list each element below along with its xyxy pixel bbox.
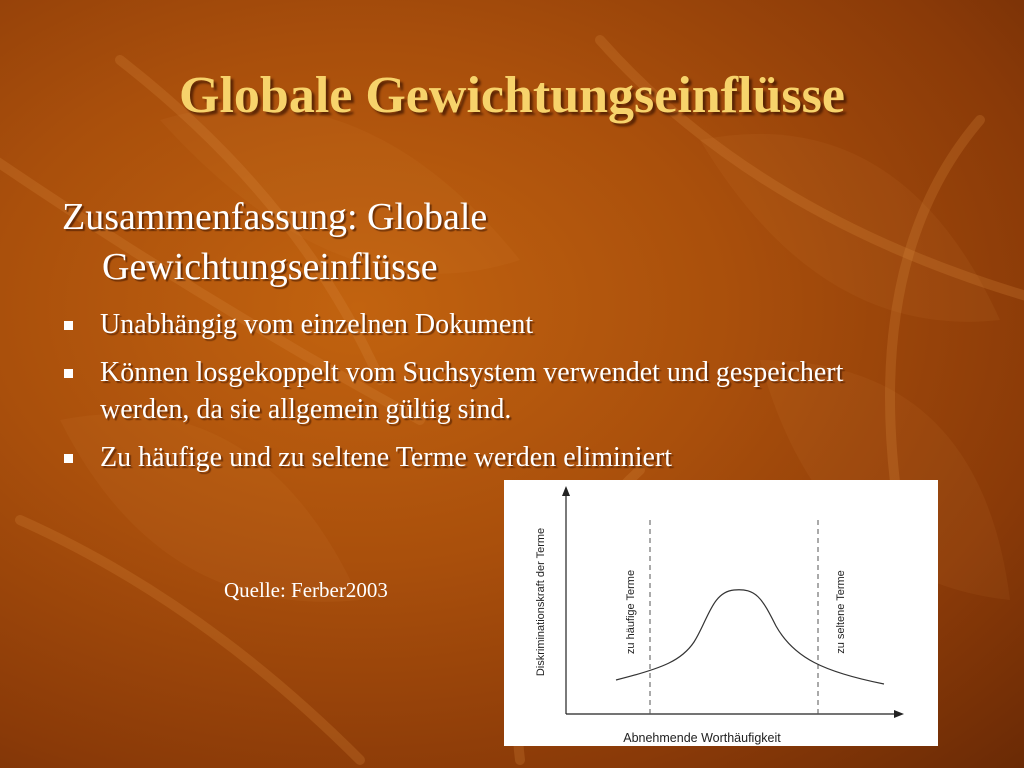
bullet-item: [62, 354, 862, 428]
right-cutoff-label: zu seltene Terme: [835, 570, 847, 654]
x-axis-arrow-icon: [894, 710, 904, 718]
bullet-square-icon: [64, 369, 73, 378]
discrimination-diagram: [504, 480, 938, 746]
bullet-list: [62, 306, 862, 487]
slide-title: Globale Gewichtungseinflüsse: [179, 67, 845, 124]
bullet-text: Zu häufige und zu seltene Terme werden eliminiert: [100, 442, 673, 473]
discrimination-figure: [504, 480, 938, 746]
bullet-text: Unabhängig vom einzelnen Dokument: [100, 309, 534, 340]
bullet-item: [62, 439, 862, 476]
x-axis-label: Abnehmende Worthäufigkeit: [623, 731, 781, 745]
left-cutoff-label: zu häufige Terme: [625, 569, 637, 655]
y-axis-label: Diskriminationskraft der Terme: [535, 527, 547, 677]
bullet-text: Können losgekoppelt vom Suchsystem verwendet und gespeichert werden, da sie allgemein gültig sind.: [100, 357, 844, 425]
y-axis-arrow-icon: [562, 486, 570, 496]
bullet-square-icon: [64, 321, 73, 330]
bullet-square-icon: [64, 454, 73, 463]
source-caption: Quelle: Ferber2003: [224, 578, 388, 602]
bullet-item: [62, 306, 862, 343]
section-heading: Zusammenfassung: Globale Gewichtungseinflüsse: [62, 196, 488, 288]
